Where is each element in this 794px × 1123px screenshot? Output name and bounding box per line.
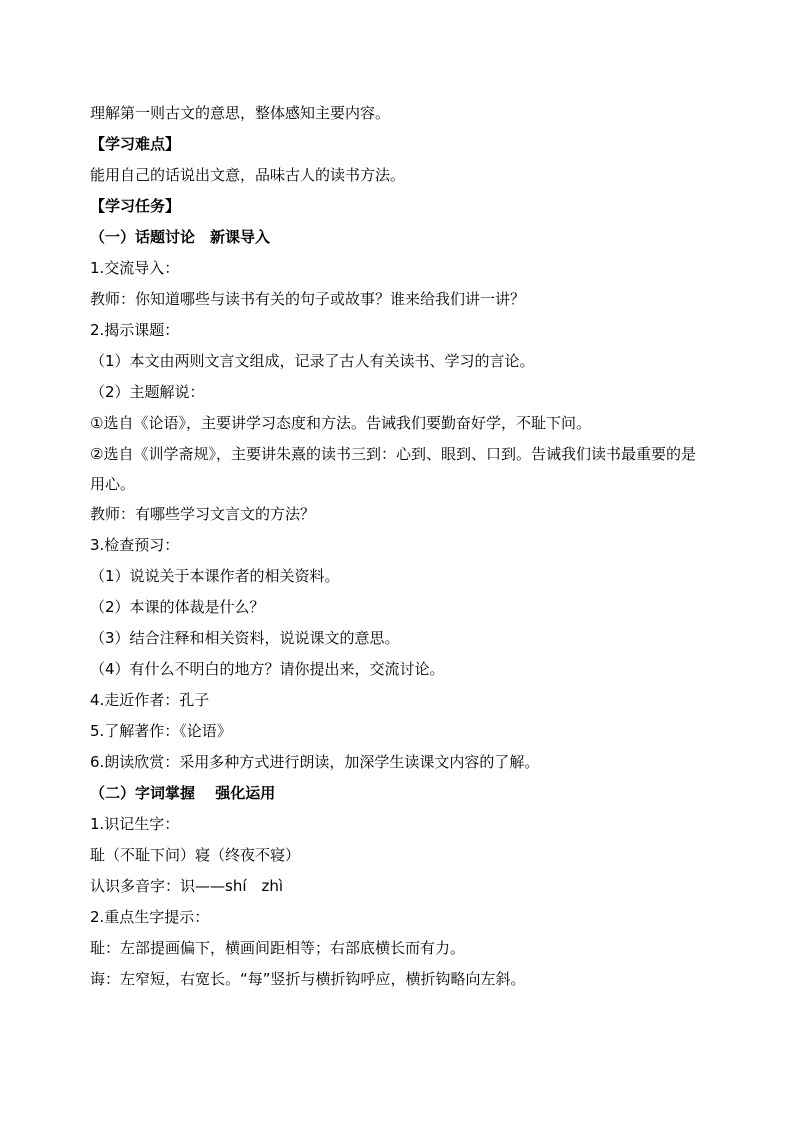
list-item: ②选自《训学斋规》，主要讲朱熹的读书三到：心到、眼到、口到。告诫我们读书最重要的是用心。 (90, 445, 696, 493)
list-item: （1）本文由两则文言文组成，记录了古人有关读书、学习的言论。 (90, 352, 535, 370)
list-item: （4）有什么不明白的地方？请你提出来，交流讨论。 (90, 660, 445, 678)
document-body (90, 98, 710, 995)
body-text-line: 教师：你知道哪些与读书有关的句子或故事？谁来给我们讲一讲？ (90, 290, 526, 308)
body-text-line: 诲：左窄短，右宽长。“每”竖折与横折钩呼应，横折钩略向左斜。 (90, 970, 526, 988)
body-text-line: 认识多音字：识——shí zhì (90, 877, 284, 895)
list-item: 3.检查预习： (90, 536, 180, 554)
list-item: 1.交流导入： (90, 259, 180, 277)
list-item: 6.朗读欣赏：采用多种方式进行朗读，加深学生读课文内容的了解。 (90, 753, 540, 771)
body-text-line: 理解第一则古文的意思，整体感知主要内容。 (90, 104, 391, 122)
list-item: 5.了解著作：《论语》 (90, 722, 232, 740)
list-item: 1.识记生字： (90, 815, 180, 833)
list-item: （1）说说关于本课作者的相关资料。 (90, 567, 340, 585)
subsection-heading-2: （二）字词掌握 强化运用 (90, 784, 276, 802)
list-item: （2）主题解说： (90, 383, 205, 401)
list-item: 2.重点生字提示： (90, 908, 210, 926)
list-item: 4.走近作者：孔子 (90, 691, 210, 709)
section-heading-difficulty: 【学习难点】 (90, 135, 181, 153)
body-text-line: 能用自己的话说出文意，品味古人的读书方法。 (90, 166, 406, 184)
list-item: （2）本课的体裁是什么？ (90, 598, 265, 616)
list-item: ①选自《论语》，主要讲学习态度和方法。告诫我们要勤奋好学，不耻下问。 (90, 414, 591, 432)
body-text-line: 教师：有哪些学习文言文的方法？ (90, 505, 316, 523)
body-text-line: 耻：左部提画偏下，横画间距相等；右部底横长而有力。 (90, 939, 466, 957)
section-heading-tasks: 【学习任务】 (90, 197, 181, 215)
body-text-line: 耻（不耻下问）寝（终夜不寝） (90, 846, 301, 864)
list-item: 2.揭示课题： (90, 321, 180, 339)
subsection-heading-1: （一）话题讨论 新课导入 (90, 228, 271, 246)
list-item: （3）结合注释和相关资料，说说课文的意思。 (90, 629, 400, 647)
